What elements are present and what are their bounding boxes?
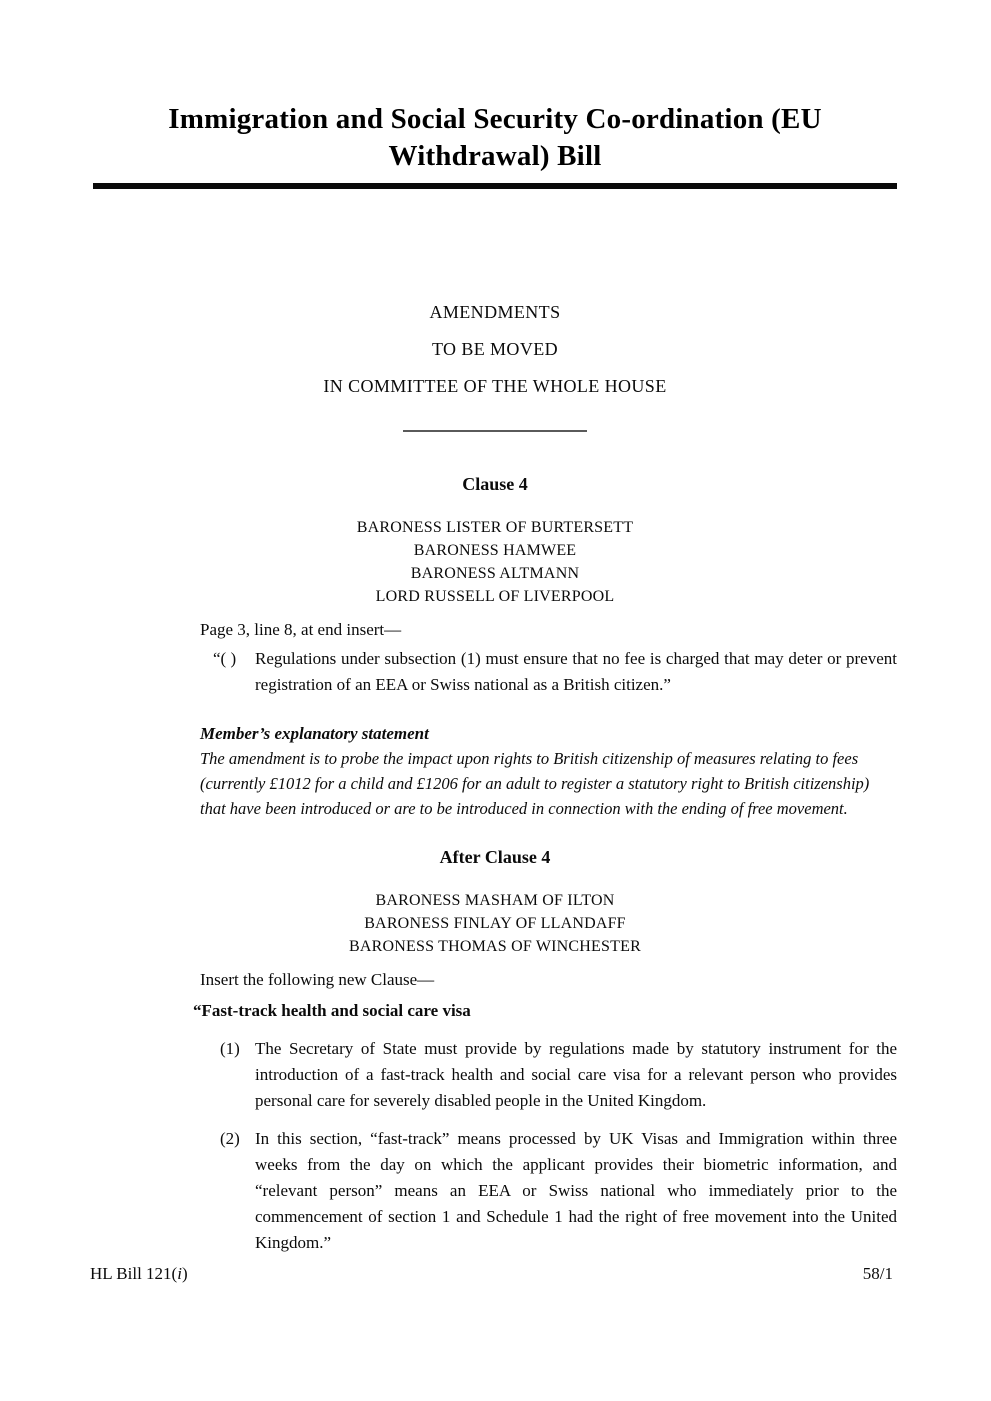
bill-title-line-2: Withdrawal) Bill xyxy=(388,140,602,172)
amendment-instruction: Page 3, line 8, at end insert— xyxy=(200,620,402,639)
sponsor-name: BARONESS HAMWEE xyxy=(413,542,577,559)
footer-bill-number-prefix: HL Bill 121( xyxy=(90,1264,178,1283)
bill-title xyxy=(93,101,897,175)
document-content xyxy=(93,101,897,1256)
new-clause-subsection-2 xyxy=(200,1126,897,1256)
subsection-number: (2) xyxy=(220,1129,240,1148)
subsection-number: (1) xyxy=(220,1039,240,1058)
new-clause-subsection-1 xyxy=(200,1036,897,1114)
separator-rule xyxy=(403,430,587,432)
footer-bill-number-suffix: ) xyxy=(181,1264,188,1283)
session-heading-committee: IN COMMITTEE OF THE WHOLE HOUSE xyxy=(323,376,667,396)
footer-page-ref: 58/1 xyxy=(862,1264,893,1283)
sponsor-name: BARONESS ALTMANN xyxy=(410,565,580,582)
explanatory-statement-heading: Member’s explanatory statement xyxy=(200,724,429,743)
subsection-text: In this section, “fast-track” means processed by UK Visas and Immigration within three weeks from the day on which the applicant provides their biometric information, and “relevant person” means an EEA or Swiss national who immediately prior to the commencement of section 1 and Schedule 1 had the right of free movement into the United Kingdom.” xyxy=(255,1129,897,1252)
clause4-heading: Clause 4 xyxy=(462,474,528,494)
after-clause4-heading: After Clause 4 xyxy=(439,847,551,867)
amendment-text: Regulations under subsection (1) must ensure that no fee is charged that may deter or prevent registration of an EEA or Swiss national as a British citizen.” xyxy=(255,649,897,694)
after-clause4-sponsors xyxy=(93,889,897,958)
explanatory-statement-text: The amendment is to probe the impact upon rights to British citizenship of measures relating to fees (currently £1012 for a child and £1206 for an adult to register a statutory right to British citizenship) that have been introduced or are to be introduced in connection with the ending of free movement. xyxy=(200,749,870,818)
sponsor-name: BARONESS THOMAS OF WINCHESTER xyxy=(349,938,641,955)
bill-title-line-1: Immigration and Social Security Co-ordination (EU xyxy=(168,103,822,135)
title-double-rule xyxy=(93,183,897,189)
session-heading-to-be-moved: TO BE MOVED xyxy=(431,339,559,359)
session-heading xyxy=(93,294,897,405)
amendment-paragraph xyxy=(200,646,897,698)
after-clause4-amendment-block xyxy=(193,967,897,1256)
sponsor-name: BARONESS LISTER OF BURTERSETT xyxy=(356,519,634,536)
subsection-text: The Secretary of State must provide by regulations made by statutory instrument for the introduction of a fast-track health and social care visa for a relevant person who provides personal care for severely disabled people in the United Kingdom. xyxy=(255,1039,897,1110)
clause4-amendment-block xyxy=(200,617,897,821)
sponsor-name: BARONESS MASHAM OF ILTON xyxy=(375,892,615,909)
footer-bill-number-italic: i xyxy=(177,1264,182,1283)
footer-bill-number xyxy=(90,1262,188,1286)
new-clause-instruction: Insert the following new Clause— xyxy=(200,970,435,989)
amendment-marker: “( ) xyxy=(213,649,237,668)
sponsor-name: LORD RUSSELL OF LIVERPOOL xyxy=(375,588,615,605)
page-footer xyxy=(90,1262,893,1286)
sponsor-name: BARONESS FINLAY OF LLANDAFF xyxy=(364,915,626,932)
new-clause-title: “Fast-track health and social care visa xyxy=(193,1001,471,1020)
session-heading-amendments: AMENDMENTS xyxy=(429,302,561,322)
clause4-sponsors xyxy=(93,516,897,608)
